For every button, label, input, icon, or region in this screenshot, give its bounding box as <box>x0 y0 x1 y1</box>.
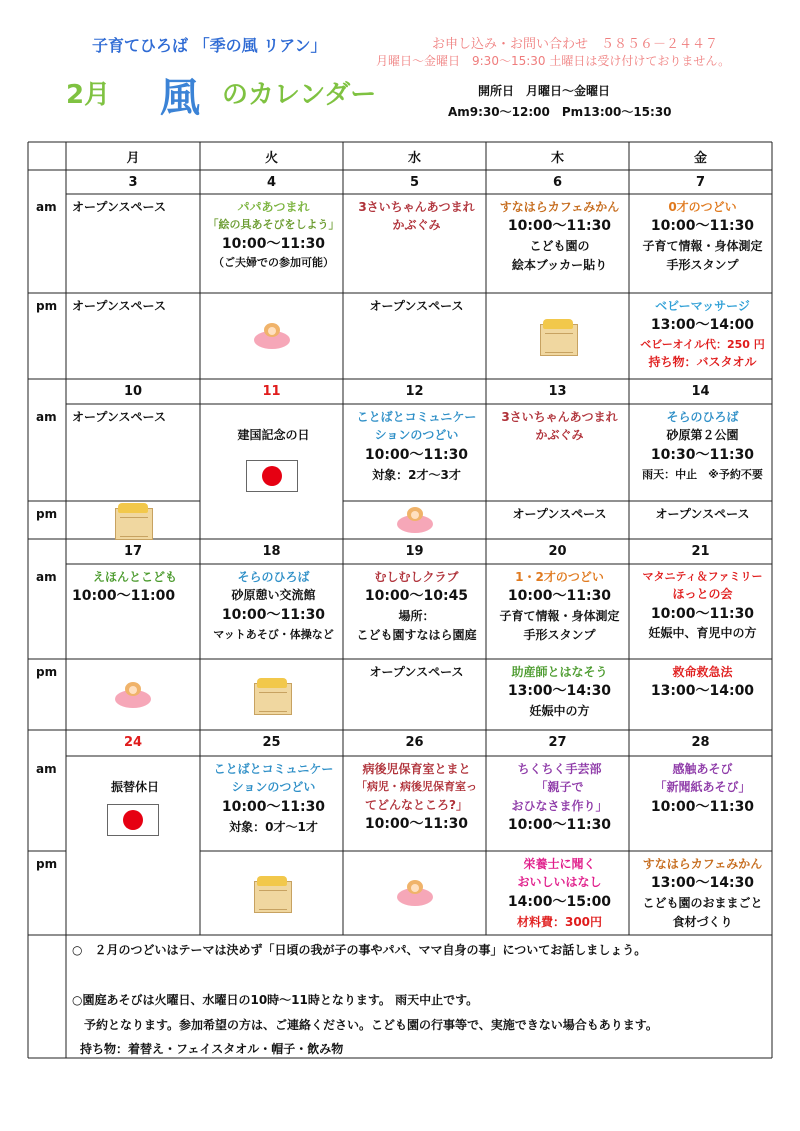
event-text: 「親子で <box>535 780 584 795</box>
am-label: am <box>36 570 57 584</box>
event-text: すなはらカフェみかん <box>642 857 763 871</box>
open-hours: Am9:30～12:00 Pm13:00～15:30 <box>448 105 672 119</box>
event-text: 「病児・病後児保育室っ <box>356 780 477 794</box>
weekday-header: 水 <box>407 151 421 166</box>
event-text: てどんなところ?」 <box>365 797 468 812</box>
event-text: ションのつどい <box>231 780 316 795</box>
event-text: 10:00～11:30 <box>364 815 469 832</box>
event-text: 13:00～14:30 <box>507 683 612 700</box>
event-text: 13:00～14:30 <box>650 875 755 892</box>
date-header: 14 <box>691 384 710 399</box>
contact-phone: お申し込み・お問い合わせ ５８５６－２４４７ <box>432 37 719 52</box>
event-text: そらのひろば <box>666 410 739 424</box>
date-header: 10 <box>123 384 143 399</box>
event-text: 手形スタンプ <box>523 627 596 642</box>
pm-cell <box>492 665 627 723</box>
calendar-title: のカレンダー <box>222 80 377 110</box>
event-text: 13:00～14:00 <box>650 683 755 700</box>
event-text: 子育て情報・身体測定 <box>499 609 620 624</box>
doll-part <box>411 884 419 892</box>
event-text: 10:00～11:30 <box>650 798 755 815</box>
event-text: 10:00～11:30 <box>221 235 326 252</box>
am-cell <box>492 570 627 646</box>
event-text: 妊娠中、育児中の方 <box>648 626 757 641</box>
event-text: むしむしクラブ <box>374 570 459 584</box>
event-text: ことばとコミュニケー <box>356 410 477 424</box>
event-text: おいしいはなし <box>517 875 602 890</box>
pm-cell <box>635 665 770 704</box>
hinamatsuri-box-icon <box>254 881 292 913</box>
am-cell <box>349 570 484 646</box>
event-text: ベビーオイル代：250 円 <box>640 338 765 352</box>
date-header: 6 <box>552 175 563 190</box>
date-header: 13 <box>548 384 567 399</box>
event-text: 材料費：300円 <box>516 914 603 929</box>
event-text: こども園すなはら園庭 <box>356 627 477 642</box>
japan-flag-icon <box>246 460 298 492</box>
am-cell <box>72 570 198 609</box>
event-text: 13:00～14:00 <box>650 317 755 334</box>
weekday-header: 火 <box>264 151 278 166</box>
am-cell <box>635 200 770 276</box>
event-text: オープンスペース <box>655 507 750 521</box>
event-text: ことばとコミュニケー <box>213 762 334 776</box>
event-text: 10:00～11:30 <box>650 605 755 622</box>
event-text: 場所： <box>398 609 435 624</box>
event-text: すなはらカフェみかん <box>499 200 620 214</box>
date-header: 12 <box>405 384 424 399</box>
am-cell <box>635 570 770 645</box>
am-cell <box>349 762 484 837</box>
event-text: おひなさま作り」 <box>511 798 608 813</box>
event-text: 10:00～11:30 <box>507 817 612 834</box>
event-text: 子育て情報・身体測定 <box>642 239 763 254</box>
event-text: 10:30～11:30 <box>650 446 755 463</box>
contact-hours: 月曜日～金曜日 9:30～15:30 土曜日は受け付けておりません。 <box>376 54 731 68</box>
event-text: かぶぐみ <box>392 218 441 233</box>
am-cell <box>206 570 341 645</box>
hinamatsuri-box-icon <box>254 683 292 715</box>
event-text: 振替休日 <box>110 780 159 794</box>
event-text: 栄養士に聞く <box>523 857 596 871</box>
open-days: 開所日 月曜日～金曜日 <box>478 84 611 98</box>
note-belongings: 持ち物：着替え・フェイスタオル・帽子・飲み物 <box>80 1042 344 1056</box>
kaze-logo: 風 <box>160 75 200 121</box>
org-name: 子育てひろば 「季の風 リアン」 <box>92 36 327 55</box>
event-text: こども園の <box>529 239 590 254</box>
am-cell <box>72 780 198 798</box>
event-text: ションのつどい <box>374 428 459 443</box>
event-text: こども園のおままごと <box>642 896 763 911</box>
pm-cell <box>635 299 770 374</box>
event-text: オープンスペース <box>369 299 464 313</box>
event-text: えほんとこども <box>92 570 177 584</box>
event-text: 10:00～11:30 <box>364 446 469 463</box>
event-text: 3さいちゃんあつまれ <box>501 410 618 424</box>
event-text: オープンスペース <box>72 299 166 313</box>
weekday-header: 月 <box>126 151 140 166</box>
event-text: 感触あそび <box>672 762 733 776</box>
note-garden: ○園庭あそびは火曜日、水曜日の10時～11時となります。 雨天中止です。 <box>72 993 479 1007</box>
date-header: 25 <box>262 735 281 750</box>
event-text: 14:00～15:00 <box>507 893 612 910</box>
event-text: オープンスペース <box>72 410 166 424</box>
am-cell <box>349 200 484 237</box>
doll-part <box>268 327 276 335</box>
event-text: 病後児保育室とまと <box>362 762 471 776</box>
pm-label: pm <box>36 857 58 871</box>
am-cell <box>492 410 627 447</box>
event-text: 救命救急法 <box>672 665 733 679</box>
date-header: 7 <box>695 175 706 190</box>
event-text: 10:00～11:30 <box>507 218 612 235</box>
date-header: 27 <box>548 735 567 750</box>
am-cell <box>635 410 770 485</box>
am-cell <box>635 762 770 820</box>
pm-cell <box>635 857 770 933</box>
hina-doll-icon <box>397 507 433 533</box>
pm-label: pm <box>36 507 58 521</box>
date-header: 24 <box>123 735 143 750</box>
event-text: オープンスペース <box>512 507 607 521</box>
pm-label: pm <box>36 299 58 313</box>
event-text: マタニティ＆ファミリー <box>642 570 763 583</box>
weekday-header: 木 <box>550 151 564 166</box>
pm-label: pm <box>36 665 58 679</box>
event-text: ほっとの会 <box>672 587 733 602</box>
date-header: 4 <box>266 175 277 190</box>
am-cell <box>492 200 627 276</box>
pm-cell <box>492 507 627 525</box>
event-text: 3さいちゃんあつまれ <box>358 200 475 214</box>
event-text: パパあつまれ <box>237 200 310 214</box>
pm-cell <box>72 299 198 317</box>
event-text: ちくちく手芸部 <box>517 762 602 776</box>
am-cell <box>206 762 341 838</box>
event-text: 絵本ブッカー貼り <box>511 257 608 272</box>
am-label: am <box>36 762 57 776</box>
event-text: 持ち物：バスタオル <box>648 355 757 370</box>
date-header: 18 <box>262 544 281 559</box>
event-text: オープンスペース <box>369 665 464 679</box>
hina-doll-icon <box>397 880 433 906</box>
date-header: 26 <box>405 735 424 750</box>
date-header: 19 <box>405 544 424 559</box>
date-header: 17 <box>123 544 143 559</box>
month-label: 2月 <box>66 80 111 110</box>
event-text: 助産師とはなそう <box>511 665 608 679</box>
hina-doll-icon <box>115 682 151 708</box>
note-reservation: 予約となります。参加希望の方は、ご連絡ください。こども園の行事等で、実施できない場合もあります。 <box>72 1018 658 1032</box>
event-text: 建国記念の日 <box>237 428 310 442</box>
am-cell <box>349 410 484 486</box>
event-text: 10:00～11:30 <box>221 606 326 623</box>
event-text: マットあそび・体操など <box>213 627 334 641</box>
event-text: 妊娠中の方 <box>529 704 590 719</box>
event-text: 対象：2才～3才 <box>372 467 461 482</box>
event-text: 「新聞紙あそび」 <box>654 780 751 795</box>
event-text: オープンスペース <box>72 200 166 214</box>
event-text: 砂原憩い交流館 <box>231 588 316 603</box>
event-text: 雨天：中止 ※予約不要 <box>642 467 763 481</box>
event-text: 0才のつどい <box>668 200 737 214</box>
date-header: 5 <box>409 175 420 190</box>
event-text: 10:00～10:45 <box>364 588 469 605</box>
pm-cell <box>635 507 770 525</box>
am-label: am <box>36 200 57 214</box>
event-text: 「絵の具あそびをしよう」 <box>207 218 340 232</box>
date-header: 3 <box>128 175 138 190</box>
event-text: 10:00～11:30 <box>650 218 755 235</box>
doll-part <box>129 686 137 694</box>
event-text: 10:00～11:30 <box>221 798 326 815</box>
japan-flag-icon <box>107 804 159 836</box>
date-header: 20 <box>548 544 567 559</box>
event-text: （ご夫婦での参加可能） <box>213 256 334 270</box>
am-cell <box>72 200 198 218</box>
event-text: 食材づくり <box>672 914 733 929</box>
am-cell <box>492 762 627 838</box>
event-text: 砂原第２公園 <box>666 428 739 443</box>
event-text: 1・2才のつどい <box>515 570 604 584</box>
hinamatsuri-box-icon <box>115 508 153 540</box>
hina-doll-icon <box>254 323 290 349</box>
event-text: そらのひろば <box>237 570 310 584</box>
event-text: 10:00～11:00 <box>72 588 176 605</box>
hinamatsuri-box-icon <box>540 324 578 356</box>
pm-cell <box>349 665 484 683</box>
am-cell <box>206 200 341 274</box>
am-label: am <box>36 410 57 424</box>
am-cell <box>72 410 198 428</box>
event-text: かぶぐみ <box>535 428 584 443</box>
note-theme: ○ ２月のつどいはテーマは決めず「日頃の我が子の事やパパ、ママ自身の事」についてお話しましょう。 <box>72 943 647 957</box>
event-text: 手形スタンプ <box>666 257 739 272</box>
date-header: 21 <box>691 544 710 559</box>
pm-cell <box>349 299 484 317</box>
event-text: ベビーマッサージ <box>655 299 750 313</box>
am-cell <box>206 428 341 446</box>
date-header: 11 <box>262 384 281 399</box>
date-header: 28 <box>691 735 710 750</box>
pm-cell <box>492 857 627 933</box>
doll-part <box>411 511 419 519</box>
event-text: 対象：0才～1才 <box>229 819 318 834</box>
weekday-header: 金 <box>693 151 707 166</box>
event-text: 10:00～11:30 <box>507 588 612 605</box>
